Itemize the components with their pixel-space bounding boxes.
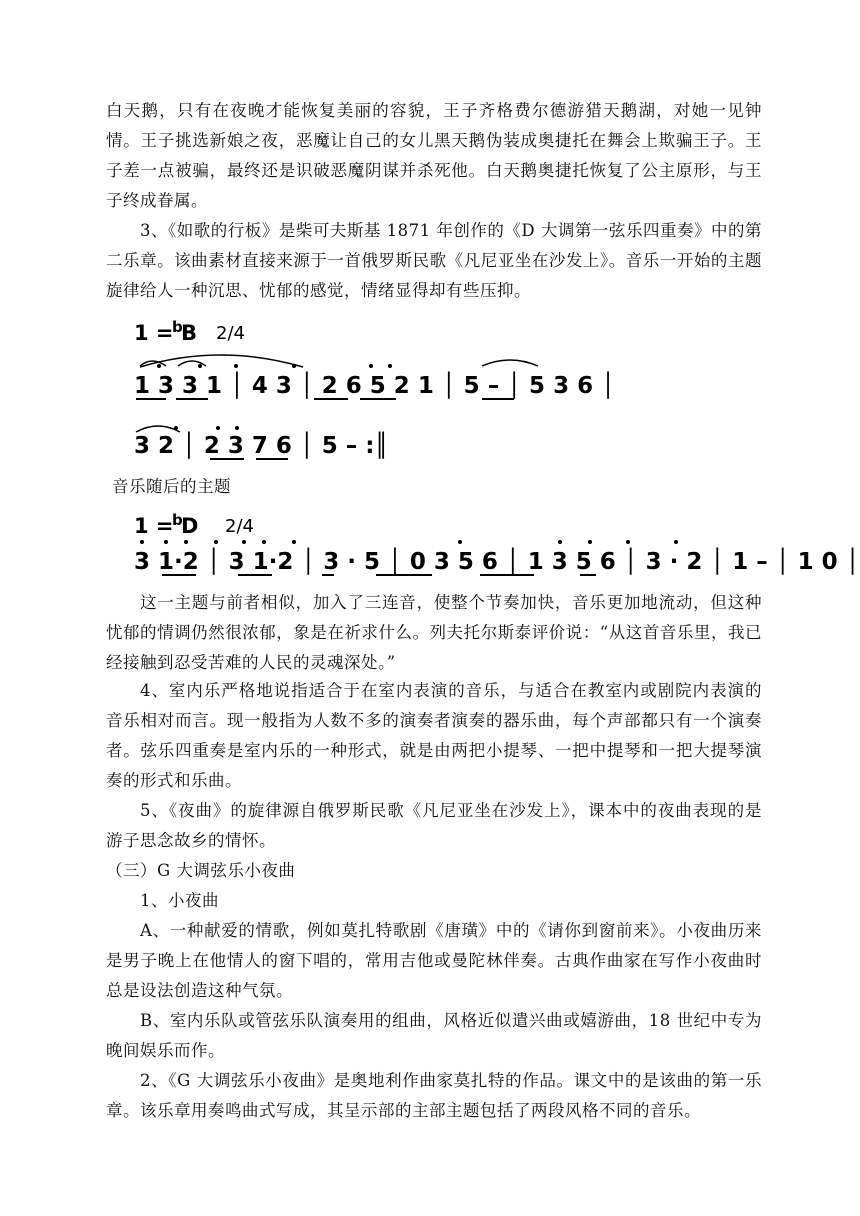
sub-heading: 1、小夜曲 xyxy=(140,891,219,910)
score-2 xyxy=(0,0,860,600)
score-1-key-letter: B xyxy=(181,321,198,345)
score-2-meter: 2/4 xyxy=(225,516,254,537)
score-2-row: 3 1·2 │ 3 1·2 │ 3 · 5 │ 0 3 5 6 │ 1 3 5 6 │ 3 · 2 │ 1 – │ 1 0 │ xyxy=(134,549,860,575)
section-heading: （三）G 大调弦乐小夜曲 xyxy=(106,861,296,880)
paragraph-serenade-b: B、室内乐队或管弦乐队演奏用的组曲，风格近似遣兴曲或嬉游曲，18 世纪中专为晚间娱乐而作。 xyxy=(106,1011,762,1060)
paragraph-serenade-a: A、一种献爱的情歌，例如莫扎特歌剧《唐璜》中的《请你到窗前来》。小夜曲历来是男子晚上在他情人的窗下唱的，常用吉他或曼陀林伴奏。古典作曲家在写作小夜曲时总是设法创造这种气氛。 xyxy=(106,921,762,1000)
paragraph-andante-cantabile: 3、《如歌的行板》是柴可夫斯基 1871 年创作的《D 大调第一弦乐四重奏》中的第二乐章。该曲素材直接来源于一首俄罗斯民歌《凡尼亚坐在沙发上》。音乐一开始的主题旋律给人一种沉思、忧郁的感觉，情绪显得却有些压抑。 xyxy=(106,221,762,300)
score-1-key-prefix: 1 = xyxy=(134,321,174,345)
paragraph-nocturne: 5、《夜曲》的旋律源自俄罗斯民歌《凡尼亚坐在沙发上》，课本中的夜曲表现的是游子思念故乡的情怀。 xyxy=(106,801,762,850)
paragraph-swan-lake: 白天鹅，只有在夜晚才能恢复美丽的容貌，王子齐格费尔德游猎天鹅湖，对她一见钟情。王子挑选新娘之夜，恶魔让自己的女儿黑天鹅伪装成奥捷托在舞会上欺骗王子。王子差一点被骗，最终还是识破恶魔阴谋并杀死他。白天鹅奥捷托恢复了公主原形，与王子终成眷属。 xyxy=(106,101,762,210)
score-2-key-letter: D xyxy=(181,514,199,538)
score-1-meter: 2/4 xyxy=(216,323,245,344)
paragraph-triplet-theme: 这一主题与前者相似，加入了三连音，使整个节奏加快，音乐更加地流动，但这种忧郁的情调仍然很浓郁，象是在祈求什么。列夫托尔斯泰评价说：“从这首音乐里，我已经接触到忍受苦难的人民的灵魂深处。” xyxy=(106,593,762,672)
score-1-row-1: 1 3 3 1 │ 4 3 │ 2 6 5 2 1 │ 5 – │ 5 3 6 │ xyxy=(134,373,615,399)
score-1-row-2: 3 2 │ 2 3 7 6 │ 5 – :║ xyxy=(134,433,389,459)
score-2-octave-dots xyxy=(140,540,678,544)
score-1-flat: b xyxy=(172,318,183,336)
score-2-key-prefix: 1 = xyxy=(134,514,174,538)
paragraph-mozart: 2、《G 大调弦乐小夜曲》是奥地利作曲家莫扎特的作品。课文中的是该曲的第一乐章。该乐章用奏鸣曲式写成，其呈示部的主部主题包括了两段风格不同的音乐。 xyxy=(106,1071,762,1120)
score-2-flat: b xyxy=(172,511,183,529)
theme-caption: 音乐随后的主题 xyxy=(112,477,231,496)
paragraph-chamber-music: 4、室内乐严格地说指适合于在室内表演的音乐，与适合在教室内或剧院内表演的音乐相对而言。现一般指为人数不多的演奏者演奏的器乐曲，每个声部都只有一个演奏者。弦乐四重奏是室内乐的一种形式，就是由两把小提琴、一把中提琴和一把大提琴演奏的形式和乐曲。 xyxy=(106,681,762,790)
